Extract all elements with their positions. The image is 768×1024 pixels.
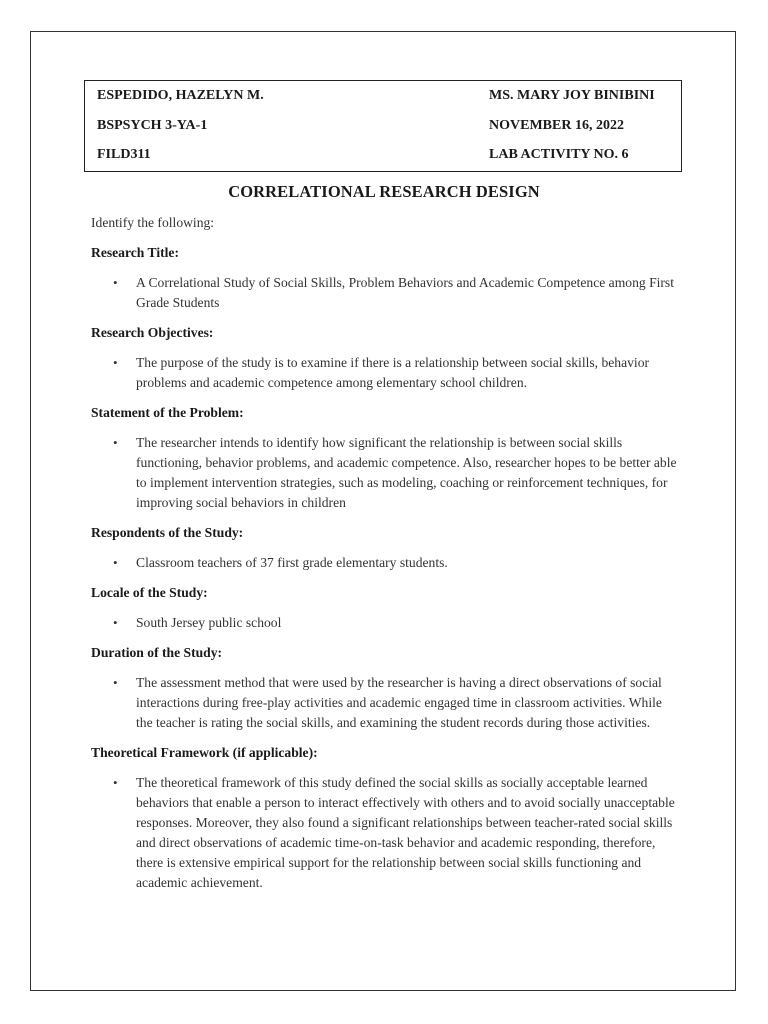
- header-row-2: [97, 116, 669, 136]
- heading-locale: Locale of the Study:: [91, 585, 208, 600]
- item-text: A Correlational Study of Social Skills, Problem Behaviors and Academic Competence among First Grade Students: [136, 275, 675, 310]
- activity-number: LAB ACTIVITY NO. 6: [489, 147, 629, 162]
- header-info-box: [84, 80, 682, 172]
- list-theoretical-framework: [91, 773, 681, 893]
- list-item: [91, 353, 681, 393]
- submission-date: NOVEMBER 16, 2022: [489, 118, 624, 133]
- list-item: [91, 673, 681, 733]
- student-section: BSPSYCH 3-YA-1: [97, 118, 208, 133]
- header-row-3: [97, 145, 669, 165]
- heading-duration: Duration of the Study:: [91, 645, 223, 660]
- heading-research-objectives: Research Objectives:: [91, 325, 214, 340]
- list-item: [91, 613, 681, 633]
- list-duration: [91, 673, 681, 733]
- list-item: [91, 433, 681, 513]
- instructor-name: MS. MARY JOY BINIBINI: [489, 88, 655, 103]
- item-text: The theoretical framework of this study defined the social skills as socially acceptable learned behaviors that enable a person to interact effectively with others and to avoid socially unacceptable responses. Moreover, they also found a significant relationships between teacher-rated social skills and direct observations of academic time-on-task behavior and academic responding, therefore, there is extensive empirical support for the relationship between social skills functioning and academic achievement.: [136, 775, 675, 890]
- item-text: The purpose of the study is to examine if there is a relationship between social skills, behavior problems and academic competence among elementary school children.: [136, 355, 650, 390]
- intro-text: Identify the following:: [91, 215, 215, 230]
- student-name: ESPEDIDO, HAZELYN M.: [97, 88, 264, 103]
- bullet-icon: •: [113, 615, 118, 630]
- item-text: South Jersey public school: [136, 615, 282, 630]
- item-text: The assessment method that were used by the researcher is having a direct observations of social interactions during free-play activities and academic engaged time in classroom activities. While the teacher is rating the social skills, and examining the student records during those activities.: [136, 675, 662, 730]
- list-statement-of-problem: [91, 433, 681, 513]
- course-code: FILD311: [97, 147, 151, 162]
- bullet-icon: •: [113, 675, 118, 690]
- list-locale: [91, 613, 681, 633]
- list-item: [91, 773, 681, 893]
- list-item: [91, 273, 681, 313]
- list-respondents: [91, 553, 681, 573]
- document-title: CORRELATIONAL RESEARCH DESIGN: [228, 182, 540, 201]
- bullet-icon: •: [113, 435, 118, 450]
- item-text: Classroom teachers of 37 first grade elementary students.: [136, 555, 448, 570]
- list-research-title: [91, 273, 681, 313]
- bullet-icon: •: [113, 275, 118, 290]
- bullet-icon: •: [113, 555, 118, 570]
- bullet-icon: •: [113, 775, 118, 790]
- heading-theoretical-framework: Theoretical Framework (if applicable):: [91, 745, 318, 760]
- document-body: [91, 213, 681, 903]
- heading-respondents: Respondents of the Study:: [91, 525, 244, 540]
- item-text: The researcher intends to identify how significant the relationship is between social skills functioning, behavior problems, and academic competence. Also, researcher hopes to be better able to implement intervention strategies, such as modeling, coaching or reinforcement techniques, for improving social behaviors in children: [136, 435, 677, 510]
- heading-statement-of-problem: Statement of the Problem:: [91, 405, 244, 420]
- bullet-icon: •: [113, 355, 118, 370]
- list-item: [91, 553, 681, 573]
- list-research-objectives: [91, 353, 681, 393]
- header-row-1: [97, 86, 669, 106]
- heading-research-title: Research Title:: [91, 245, 179, 260]
